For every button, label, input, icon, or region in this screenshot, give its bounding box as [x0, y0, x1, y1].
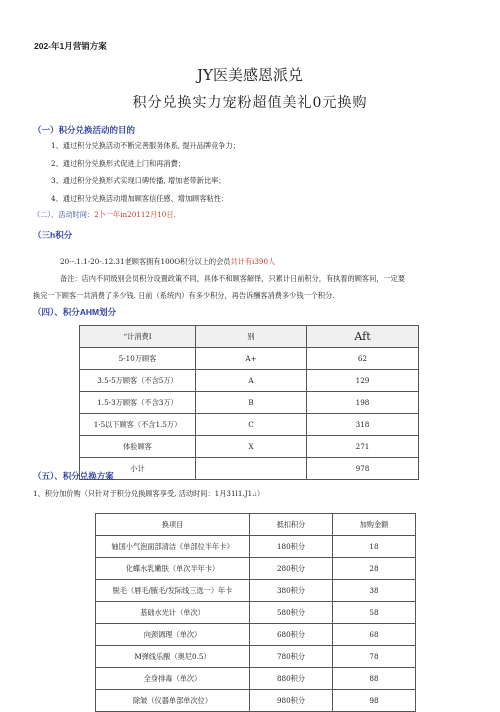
title-line-1: JY医美感恩派兑 — [197, 66, 303, 84]
redeem-cell: 脱毛（唇毛/腋毛/发际线三选一）年卡 — [96, 580, 250, 602]
redeem-cell: 58 — [333, 602, 416, 624]
redeem-cell: 全身排毒（单次） — [96, 668, 250, 690]
tier-col-spend: “计消费I — [80, 326, 196, 348]
section3-heading: （三h积分 — [33, 230, 73, 240]
tier-cell: X — [196, 436, 307, 458]
section1-item-4: 4、通过积分兑换活动增加顾客信任感、增加顾客粘性： — [51, 194, 229, 203]
redeem-cell: 980积分 — [250, 690, 333, 712]
redeem-cell: 28 — [333, 558, 416, 580]
redeem-cell: 98 — [333, 690, 416, 712]
redemption-table — [95, 513, 416, 712]
document-header: 202-年1月营销方案 — [34, 41, 107, 51]
table-row — [80, 414, 419, 436]
redeem-cell: 68 — [333, 624, 416, 646]
customer-tier-table — [79, 325, 419, 480]
section2-line — [33, 208, 176, 221]
tier-cell: B — [196, 392, 307, 414]
redeem-cell: 88 — [333, 668, 416, 690]
tier-cell: 198 — [307, 392, 419, 414]
tier-cell: A — [196, 370, 307, 392]
section1-item-3: 3、通过积分兑换形式实现口碑传播, 增加老带新比率； — [51, 176, 226, 185]
tier-cell: 1·5以下顾客（不含1.5万） — [80, 414, 196, 436]
section3-note-line1: 备注：店内不同级别会员积分设置政策不同，具体不和顾客解怿，只累计日前积分，有执着的顾客问，一定要 — [60, 274, 406, 283]
title-line-2: 积分兑换实力宠粉超值美礼0元换购 — [132, 95, 368, 111]
section3-line1 — [60, 255, 275, 268]
tier-cell: 129 — [307, 370, 419, 392]
redeem-cell: 38 — [333, 580, 416, 602]
redeem-cell: 轴国小气泡面部清洁《单部位半年卡》 — [96, 536, 250, 558]
tier-cell: 271 — [307, 436, 419, 458]
section1-item-1: 1、通过积分兑换活动不断完善服务体系, 提升品牌竞争力； — [51, 141, 240, 150]
table-row — [96, 690, 416, 712]
section1-heading: （一）积分兑换活动的目的 — [33, 125, 136, 135]
table-row — [80, 436, 419, 458]
tier-cell: 体验顾客 — [80, 436, 196, 458]
redeem-cell: 化蝶水乳嫩肤（单次半年卡） — [96, 558, 250, 580]
section2-prefix: （二）、活动时间： — [33, 210, 95, 219]
tier-cell: 5-10万顾客 — [80, 348, 196, 370]
tier-cell: 62 — [307, 348, 419, 370]
table-row — [96, 602, 416, 624]
redeem-cell: 680积分 — [250, 624, 333, 646]
tier-cell: 3.5-5万顾客（不含5万） — [80, 370, 196, 392]
redeem-col-price: 加购金额 — [333, 514, 416, 536]
redeem-col-item: 换项目 — [96, 514, 250, 536]
section3-note-line2: 换完一下顾客一共消费了多少钱. 日前（系统内）有多少积分，再告诉酬客消费多少钱一个积分. — [33, 291, 335, 300]
table-row — [80, 392, 419, 414]
table-row — [96, 558, 416, 580]
table-row — [80, 348, 419, 370]
redeem-cell: 向颈调理（单次） — [96, 624, 250, 646]
section2-value: 2卜一年in20112月10日. — [94, 210, 176, 219]
table-row — [96, 624, 416, 646]
redeem-cell: 180积分 — [250, 536, 333, 558]
redemption-table-header — [96, 514, 416, 536]
tier-cell: A+ — [196, 348, 307, 370]
tier-table-header — [80, 326, 419, 348]
redeem-cell: 78 — [333, 646, 416, 668]
redeem-cell: 基础水光计（单次） — [96, 602, 250, 624]
member-count-text: 20--.1.1-20-.12.31老顾客拥有100O积分以上的会员 — [60, 257, 231, 266]
table-row — [96, 646, 416, 668]
section5-subline: 1、积分加价购（只针对于积分兑换顾客享受, 活动时间：1月31l1.J1.:） — [33, 489, 265, 498]
redeem-cell: 380积分 — [250, 580, 333, 602]
redeem-cell: M弹线乐酸（奥尼0.5） — [96, 646, 250, 668]
section5-heading: （五）、积分兑换方案 — [33, 471, 114, 481]
redeem-col-points: 抵扣积分 — [250, 514, 333, 536]
redeem-cell: 580积分 — [250, 602, 333, 624]
redeem-cell: 880积分 — [250, 668, 333, 690]
table-row — [96, 536, 416, 558]
redeem-cell: 除皱（仪器单部单次位） — [96, 690, 250, 712]
section1-item-2: 2、通过积分兑换形式促进上门和再消費； — [51, 159, 185, 168]
redeem-cell: 18 — [333, 536, 416, 558]
table-row — [80, 370, 419, 392]
tier-col-level: 别 — [196, 326, 307, 348]
tier-cell: 318 — [307, 414, 419, 436]
redeem-cell: 780积分 — [250, 646, 333, 668]
tier-cell: 小计 — [80, 458, 196, 480]
redeem-cell: 280积分 — [250, 558, 333, 580]
tier-cell — [196, 458, 307, 480]
tier-cell: 1.5-3万顾客（不含3万） — [80, 392, 196, 414]
table-row — [96, 668, 416, 690]
tier-cell: C — [196, 414, 307, 436]
table-row — [96, 580, 416, 602]
section4-heading: （四）、积分AHM划分 — [33, 307, 117, 317]
tier-cell: 978 — [307, 458, 419, 480]
member-count-highlight: 共计有i390人 — [230, 257, 276, 266]
table-row — [80, 458, 419, 480]
tier-col-count: Aft — [307, 326, 419, 348]
